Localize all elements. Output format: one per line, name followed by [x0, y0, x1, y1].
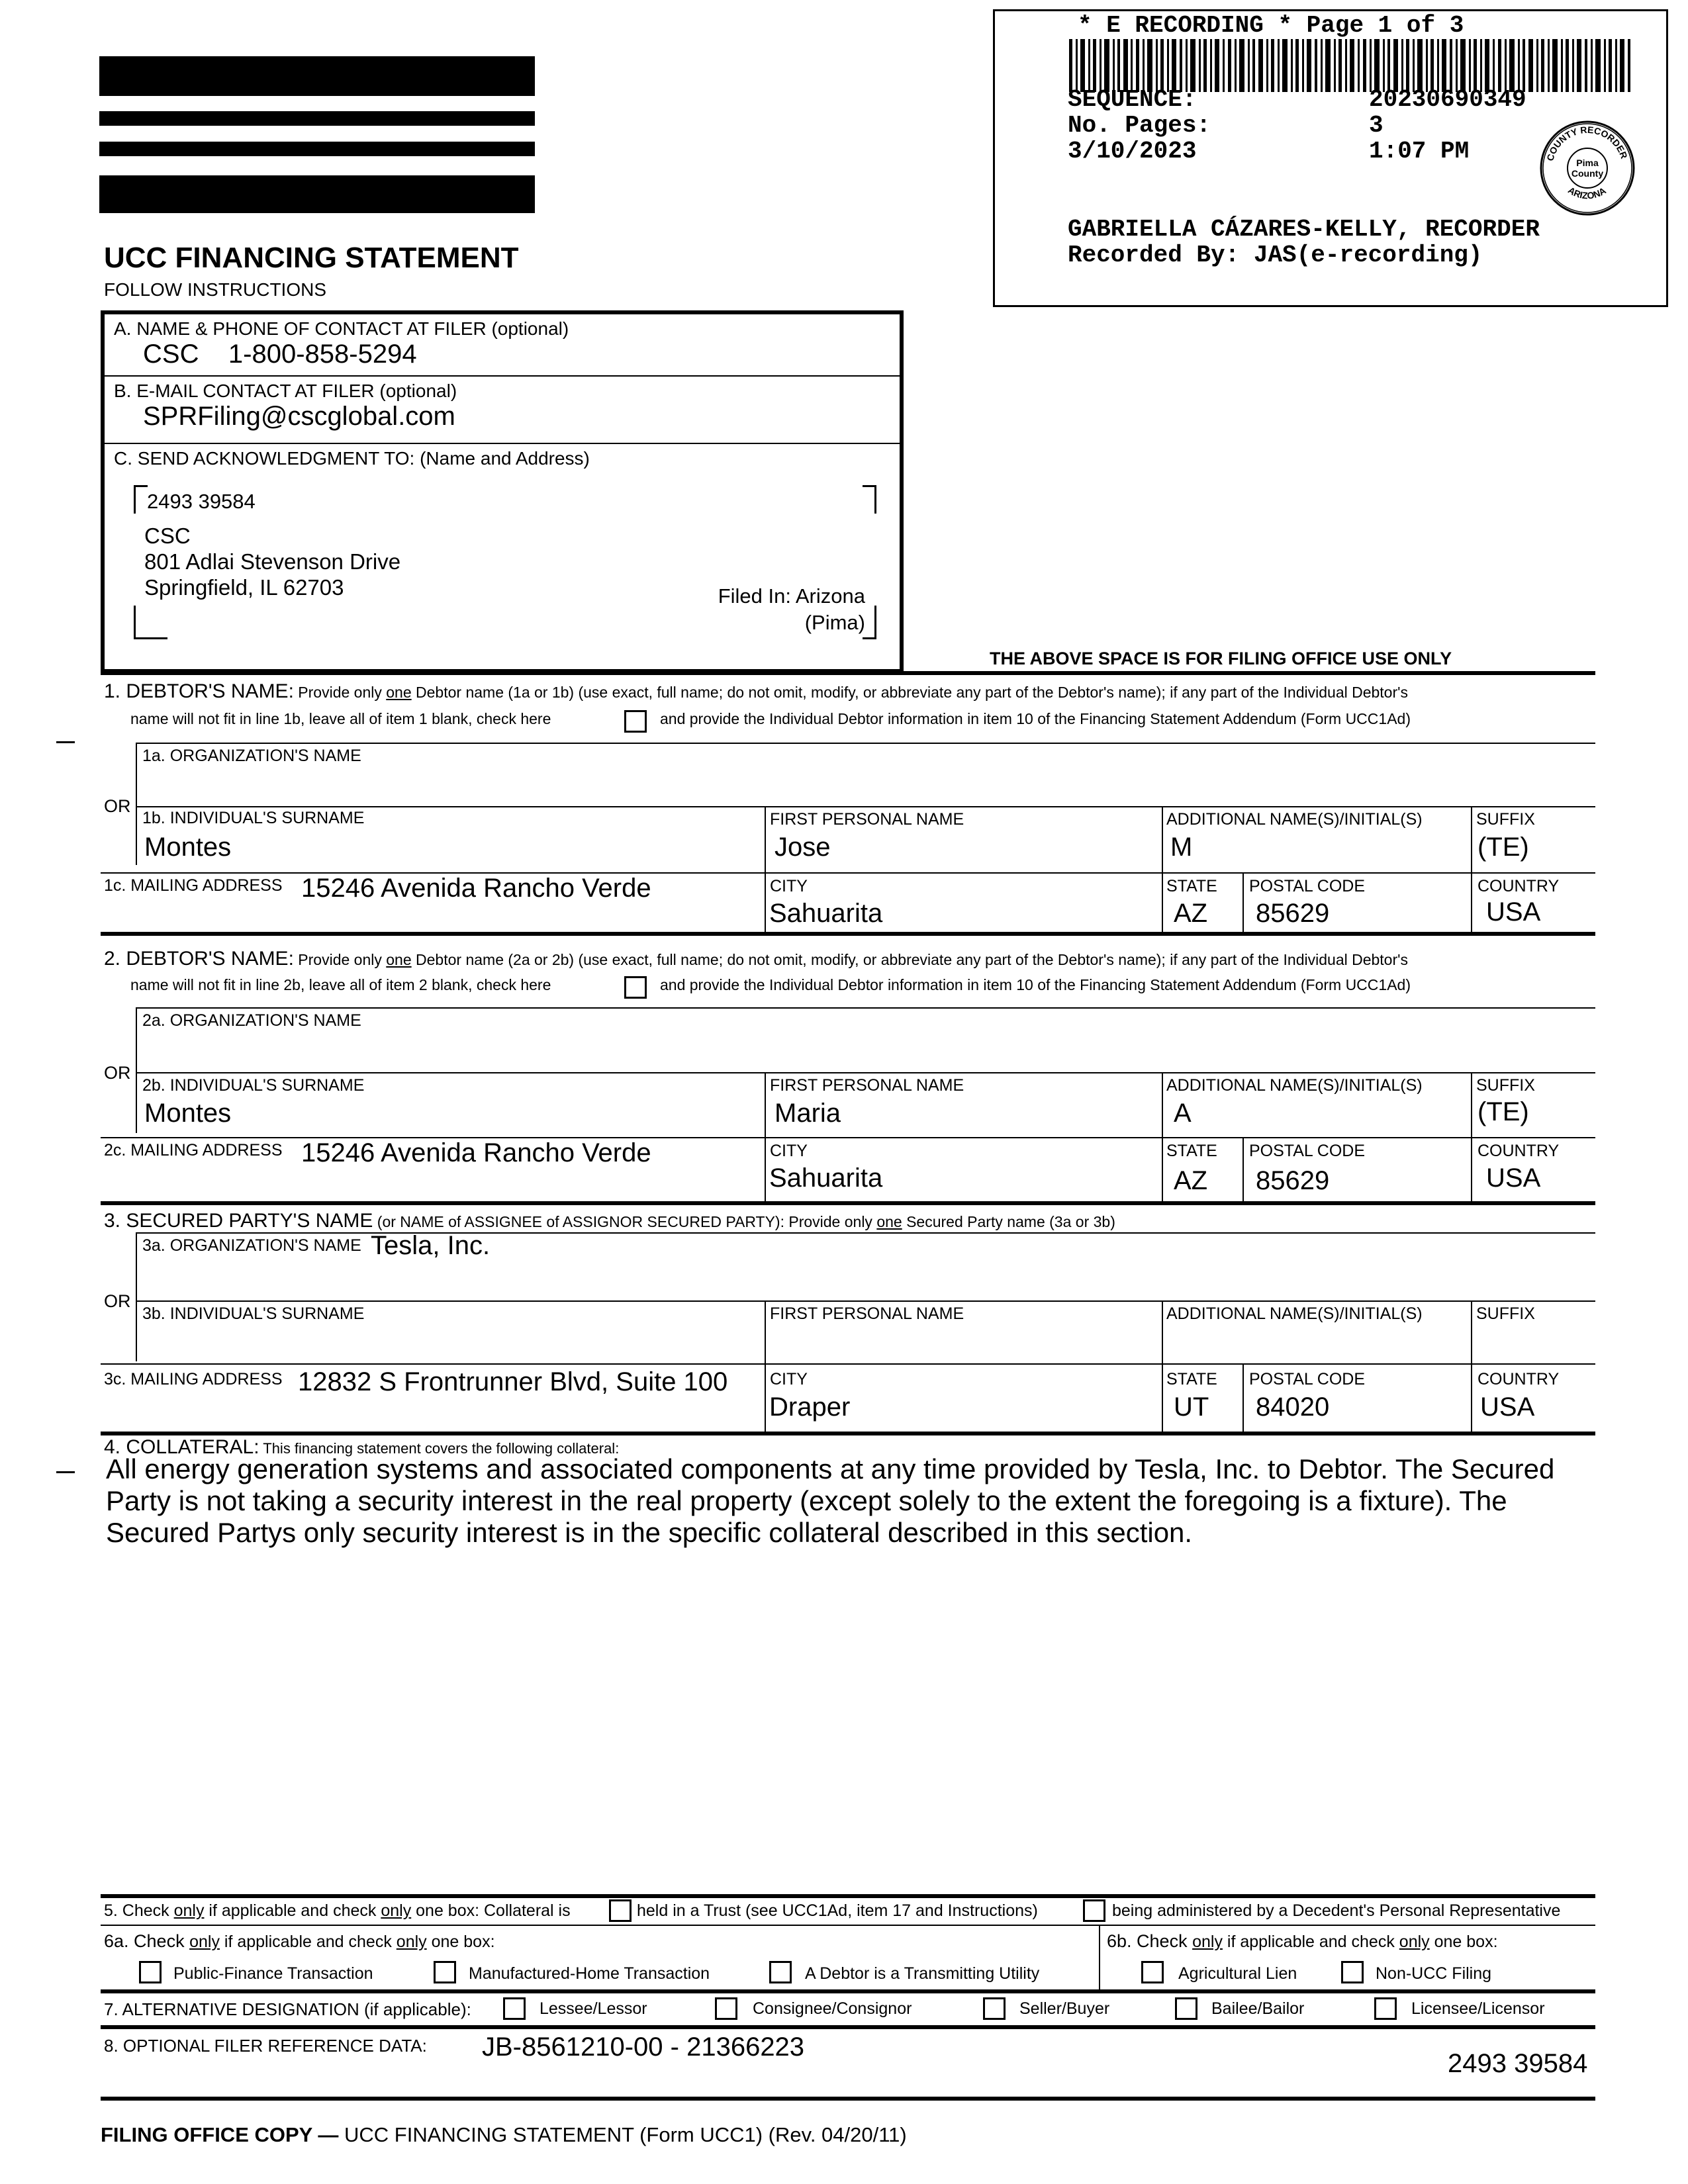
state-label: STATE — [1166, 1370, 1217, 1388]
non-ucc-label: Non-UCC Filing — [1376, 1964, 1492, 1983]
barcode — [1069, 39, 1632, 92]
debtor2-city: Sahuarita — [769, 1163, 883, 1193]
postal-label: POSTAL CODE — [1249, 1370, 1366, 1388]
postal-label: POSTAL CODE — [1249, 877, 1366, 895]
debtor1-instr2: name will not fit in line 1b, leave all of item 1 blank, check here — [130, 710, 551, 727]
debtor1-country: USA — [1486, 897, 1541, 927]
manufactured-home-checkbox[interactable] — [434, 1961, 456, 1983]
transmitting-utility-checkbox[interactable] — [769, 1961, 792, 1983]
debtor1-address: 15246 Avenida Rancho Verde — [301, 874, 651, 903]
manufactured-home-label: Manufactured-Home Transaction — [469, 1964, 710, 1983]
debtor2-instr2b: and provide the Individual Debtor information in item 10 of the Financing Statement Addendum (Form UCC1Ad) — [660, 976, 1411, 993]
additional-label: ADDITIONAL NAME(S)/INITIAL(S) — [1166, 1076, 1423, 1095]
city-label: CITY — [770, 877, 808, 895]
record-time: 1:07 PM — [1369, 138, 1470, 165]
collateral-line: Secured Partys only security interest is in the specific collateral described in this section. — [106, 1517, 1193, 1548]
state-label: STATE — [1166, 877, 1217, 895]
org-name-label: 3a. ORGANIZATION'S NAME — [142, 1236, 361, 1255]
debtor2-state: AZ — [1174, 1166, 1208, 1195]
debtor2-address: 15246 Avenida Rancho Verde — [301, 1138, 651, 1167]
debtor2-country: USA — [1486, 1163, 1541, 1193]
state-label: STATE — [1166, 1142, 1217, 1160]
city-label: CITY — [770, 1370, 808, 1388]
pages-value: 3 — [1369, 112, 1383, 139]
debtor2-first: Maria — [774, 1099, 841, 1128]
lessee-label: Lessee/Lessor — [539, 1999, 647, 2018]
seller-label: Seller/Buyer — [1019, 1999, 1110, 2018]
public-finance-label: Public-Finance Transaction — [173, 1964, 373, 1983]
filed-in: Filed In: Arizona — [718, 584, 865, 608]
county-seal — [1538, 118, 1637, 218]
consignee-label: Consignee/Consignor — [753, 1999, 912, 2018]
debtor1-city: Sahuarita — [769, 899, 883, 928]
debtor1-first: Jose — [774, 833, 831, 862]
surname-label: 3b. INDIVIDUAL'S SURNAME — [142, 1304, 365, 1323]
ack-line: 2493 39584 — [147, 490, 256, 513]
filer-b-value: SPRFiling@cscglobal.com — [143, 402, 455, 431]
trust-checkbox[interactable] — [609, 1899, 632, 1922]
debtor2-instr2: name will not fit in line 2b, leave all of item 2 blank, check here — [130, 976, 551, 993]
footer: FILING OFFICE COPY — UCC FINANCING STATEMENT (Form UCC1) (Rev. 04/20/11) — [101, 2123, 907, 2146]
or-label: OR — [104, 1291, 131, 1311]
debtor1-postal: 85629 — [1256, 899, 1330, 928]
additional-label: ADDITIONAL NAME(S)/INITIAL(S) — [1166, 810, 1423, 829]
debtor1-instr2b: and provide the Individual Debtor information in item 10 of the Financing Statement Addendum (Form UCC1Ad) — [660, 710, 1411, 727]
recording-stamp — [993, 9, 1668, 307]
debtor1-surname: Montes — [144, 833, 232, 862]
decedent-label: being administered by a Decedent's Personal Representative — [1112, 1901, 1561, 1920]
debtor1-heading: 1. DEBTOR'S NAME: Provide only one Debtor name (1a or 1b) (use exact, full name; do not omit, modify, or abbreviate any part of the Debtor's name); if any part of the Individual Debtor's — [104, 680, 1409, 702]
seal-bottom-text: ARIZONA — [1566, 184, 1608, 201]
redaction-bar — [99, 56, 535, 96]
filer-box — [101, 310, 904, 673]
ack-line: Springfield, IL 62703 — [144, 575, 344, 600]
recorder-name: GABRIELLA CÁZARES-KELLY, RECORDER — [1068, 216, 1540, 243]
postal-label: POSTAL CODE — [1249, 1142, 1366, 1160]
secured-city: Draper — [769, 1392, 851, 1422]
surname-label: 1b. INDIVIDUAL'S SURNAME — [142, 809, 365, 827]
licensee-label: Licensee/Licensor — [1411, 1999, 1545, 2018]
redaction-bar — [99, 175, 535, 213]
redaction-bar — [99, 111, 535, 126]
debtor2-suffix: (TE) — [1477, 1097, 1529, 1126]
consignee-checkbox[interactable] — [715, 1997, 737, 2020]
country-label: COUNTRY — [1477, 877, 1560, 895]
debtor2-surname: Montes — [144, 1099, 232, 1128]
country-label: COUNTRY — [1477, 1142, 1560, 1160]
form-subtitle: FOLLOW INSTRUCTIONS — [104, 279, 327, 300]
form-title: UCC FINANCING STATEMENT — [104, 242, 519, 274]
mailing-label: 2c. MAILING ADDRESS — [104, 1141, 283, 1160]
country-label: COUNTRY — [1477, 1370, 1560, 1388]
org-name-label: 1a. ORGANIZATION'S NAME — [142, 747, 361, 765]
debtor1-addendum-checkbox[interactable] — [624, 710, 647, 733]
recorded-by: Recorded By: JAS(e-recording) — [1068, 242, 1483, 269]
secured-country: USA — [1480, 1392, 1535, 1422]
surname-label: 2b. INDIVIDUAL'S SURNAME — [142, 1076, 365, 1095]
svg-text:COUNTY RECORDER — [1544, 124, 1630, 162]
filer-a-value: CSC 1-800-858-5294 — [143, 340, 417, 369]
debtor1-suffix: (TE) — [1477, 833, 1529, 862]
item5-text: 5. Check only if applicable and check only one box: Collateral is — [104, 1901, 571, 1920]
first-name-label: FIRST PERSONAL NAME — [770, 810, 964, 829]
collateral-heading: 4. COLLATERAL: This financing statement covers the following collateral: — [104, 1436, 620, 1458]
svg-text:ARIZONA — [1566, 185, 1608, 201]
suffix-label: SUFFIX — [1476, 810, 1535, 829]
first-name-label: FIRST PERSONAL NAME — [770, 1304, 964, 1323]
filer-ref-label: 8. OPTIONAL FILER REFERENCE DATA: — [104, 2036, 427, 2056]
suffix-label: SUFFIX — [1476, 1076, 1535, 1095]
secured-org: Tesla, Inc. — [371, 1231, 491, 1260]
public-finance-checkbox[interactable] — [139, 1961, 162, 1983]
agricultural-lien-checkbox[interactable] — [1141, 1961, 1164, 1983]
collateral-text — [106, 1453, 1554, 1549]
debtor2-heading: 2. DEBTOR'S NAME: Provide only one Debtor name (2a or 2b) (use exact, full name; do not omit, modify, or abbreviate any part of the Debtor's name); if any part of the Individual Debtor's — [104, 948, 1409, 970]
bailee-checkbox[interactable] — [1175, 1997, 1197, 2020]
bailee-label: Bailee/Bailor — [1211, 1999, 1305, 2018]
alt-designation-label: 7. ALTERNATIVE DESIGNATION (if applicable): — [104, 1999, 471, 2019]
ack-line: CSC — [144, 523, 191, 548]
secured-postal: 84020 — [1256, 1392, 1330, 1422]
first-name-label: FIRST PERSONAL NAME — [770, 1076, 964, 1095]
non-ucc-checkbox[interactable] — [1341, 1961, 1364, 1983]
filed-in-county: (Pima) — [804, 611, 865, 634]
filer-c-label: C. SEND ACKNOWLEDGMENT TO: (Name and Address) — [114, 448, 590, 469]
city-label: CITY — [770, 1142, 808, 1160]
trust-label: held in a Trust (see UCC1Ad, item 17 and Instructions) — [637, 1901, 1038, 1920]
filer-ref-value: JB-8561210-00 - 21366223 — [482, 2032, 805, 2062]
filer-b-label: B. E-MAIL CONTACT AT FILER (optional) — [114, 381, 457, 401]
or-label: OR — [104, 796, 131, 816]
licensee-checkbox[interactable] — [1374, 1997, 1397, 2020]
pages-label: No. Pages: — [1068, 112, 1211, 139]
org-name-label: 2a. ORGANIZATION'S NAME — [142, 1011, 361, 1030]
agricultural-lien-label: Agricultural Lien — [1178, 1964, 1297, 1983]
collateral-line: All energy generation systems and associated components at any time provided by Tesla, Inc. to Debtor. The Secured — [106, 1453, 1555, 1484]
ack-line: 801 Adlai Stevenson Drive — [144, 549, 401, 574]
secured-address: 12832 S Frontrunner Blvd, Suite 100 — [298, 1367, 728, 1396]
debtor2-postal: 85629 — [1256, 1166, 1330, 1195]
secured-heading: 3. SECURED PARTY'S NAME (or NAME of ASSIGNEE of ASSIGNOR SECURED PARTY): Provide only one Secured Party name (3a or 3b) — [104, 1210, 1115, 1232]
decedent-checkbox[interactable] — [1083, 1899, 1105, 1922]
suffix-label: SUFFIX — [1476, 1304, 1535, 1323]
transmitting-utility-label: A Debtor is a Transmitting Utility — [805, 1964, 1040, 1983]
debtor2-addendum-checkbox[interactable] — [624, 976, 647, 999]
secured-state: UT — [1174, 1392, 1209, 1422]
recording-banner: * E RECORDING * Page 1 of 3 — [1078, 12, 1464, 39]
mailing-label: 1c. MAILING ADDRESS — [104, 876, 283, 895]
seal-pima: Pima — [1576, 158, 1599, 168]
mailing-label: 3c. MAILING ADDRESS — [104, 1370, 283, 1388]
item6b-text: 6b. Check only if applicable and check only one box: — [1107, 1931, 1498, 1951]
sequence-value: 20230690349 — [1369, 86, 1526, 113]
seal-county: County — [1571, 168, 1604, 179]
seller-checkbox[interactable] — [983, 1997, 1006, 2020]
debtor1-state: AZ — [1174, 899, 1208, 928]
filing-office-note: THE ABOVE SPACE IS FOR FILING OFFICE USE ONLY — [990, 649, 1452, 668]
item6a-text: 6a. Check only if applicable and check only one box: — [104, 1931, 495, 1951]
seal-top-text: COUNTY RECORDER — [1544, 124, 1630, 162]
or-label: OR — [104, 1063, 131, 1083]
filer-a-label: A. NAME & PHONE OF CONTACT AT FILER (optional) — [114, 318, 569, 339]
debtor1-additional: M — [1170, 833, 1193, 862]
filer-ref-number: 2493 39584 — [1448, 2049, 1588, 2078]
record-date: 3/10/2023 — [1068, 138, 1197, 165]
redaction-bar — [99, 142, 535, 156]
additional-label: ADDITIONAL NAME(S)/INITIAL(S) — [1166, 1304, 1423, 1323]
debtor2-additional: A — [1174, 1099, 1192, 1128]
collateral-line: Party is not taking a security interest in the real property (except solely to the extent the foregoing is a fixture). The — [106, 1485, 1507, 1516]
lessee-checkbox[interactable] — [503, 1997, 526, 2020]
sequence-label: SEQUENCE: — [1068, 86, 1197, 113]
